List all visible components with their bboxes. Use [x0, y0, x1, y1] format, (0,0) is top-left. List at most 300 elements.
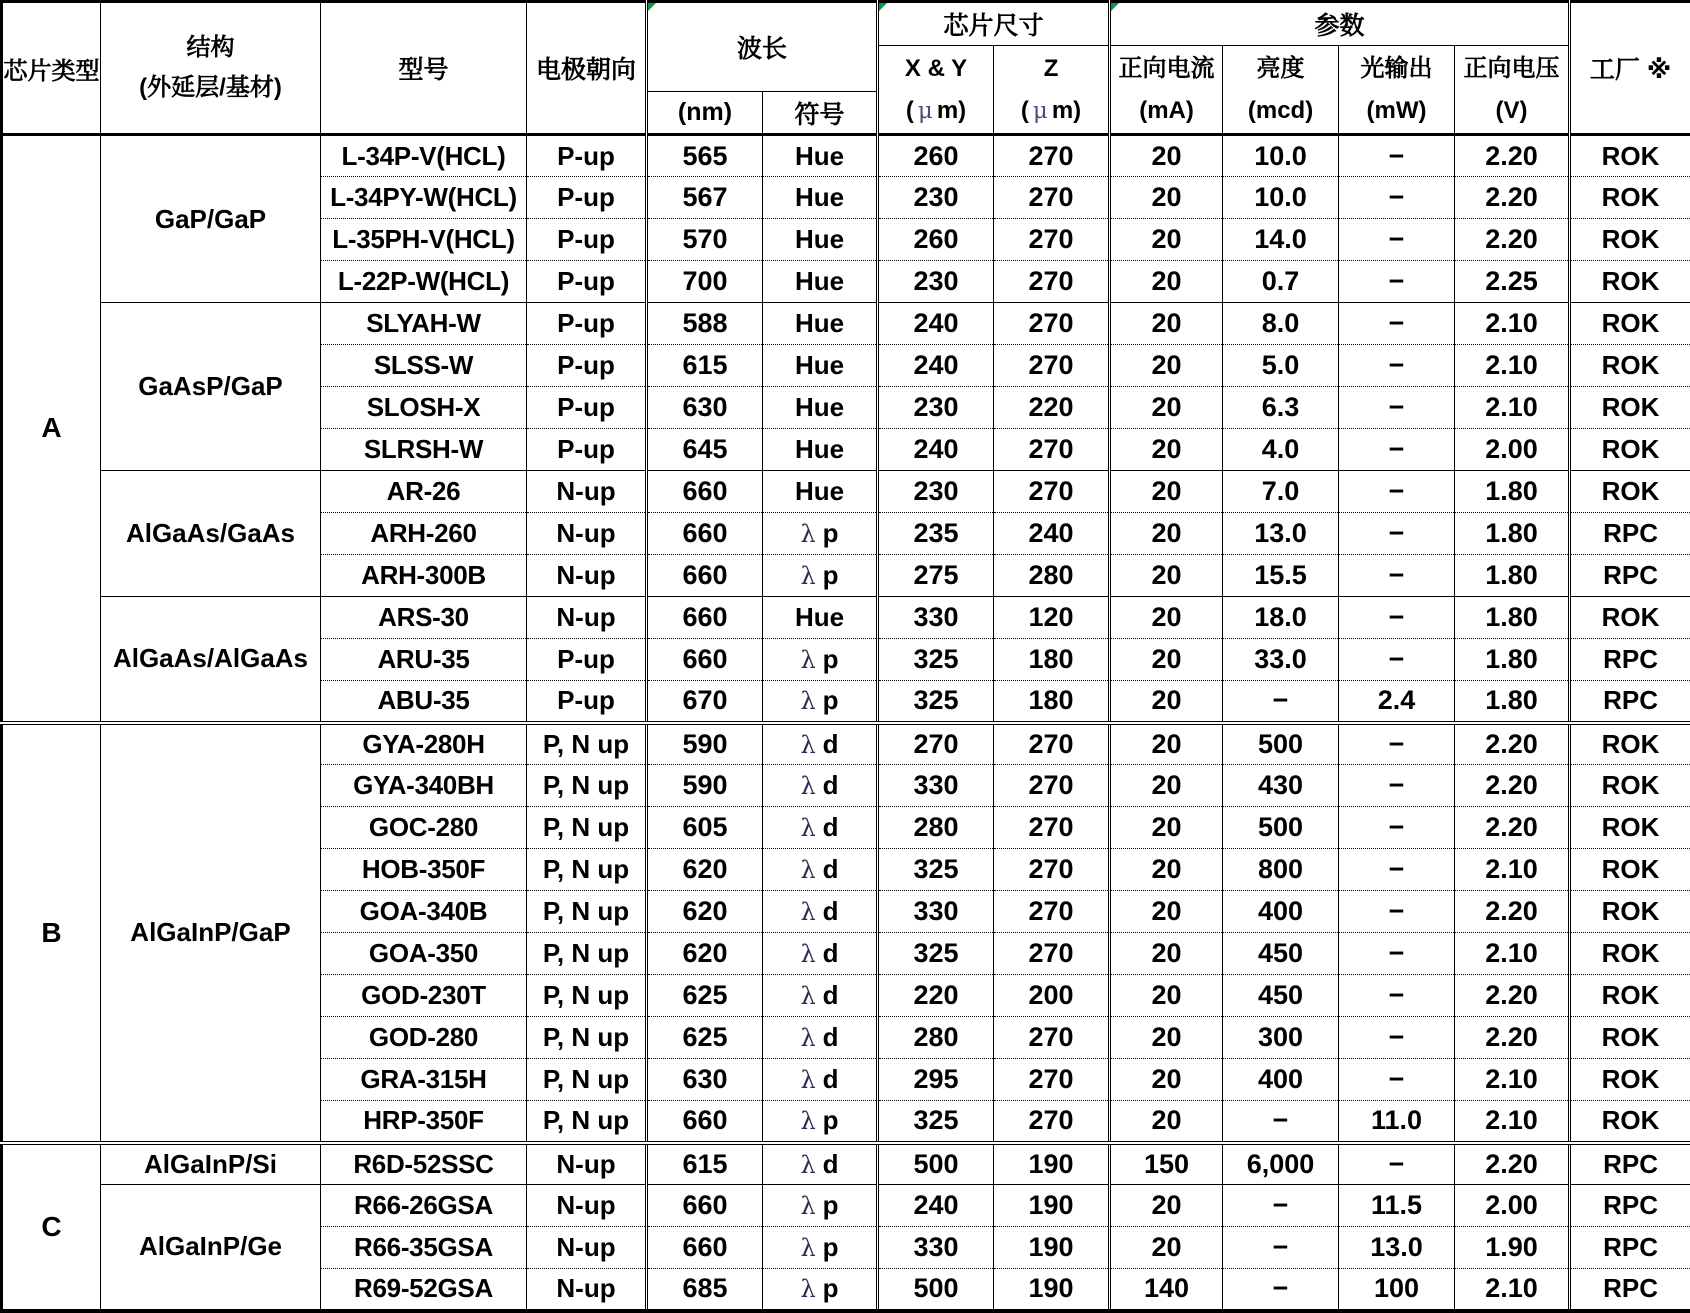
wavelength-cell: 590 [647, 765, 763, 807]
factory-cell: ROK [1570, 597, 1690, 639]
model-cell: SLRSH-W [321, 429, 527, 471]
light-output-cell: 13.0 [1339, 1227, 1455, 1269]
factory-cell: ROK [1570, 1017, 1690, 1059]
xy-cell: 240 [878, 1185, 994, 1227]
xy-cell: 260 [878, 135, 994, 177]
lambda-subscript: d [822, 854, 839, 884]
wavelength-cell: 567 [647, 177, 763, 219]
voltage-cell: 2.10 [1455, 1101, 1570, 1143]
light-output-cell: 100 [1339, 1269, 1455, 1311]
light-output-cell: − [1339, 723, 1455, 765]
factory-cell: RPC [1570, 681, 1690, 723]
light-output-cell: − [1339, 1143, 1455, 1185]
xy-cell: 235 [878, 513, 994, 555]
xy-cell: 230 [878, 261, 994, 303]
voltage-cell: 2.20 [1455, 219, 1570, 261]
brightness-cell: 6,000 [1223, 1143, 1339, 1185]
brightness-cell: 800 [1223, 849, 1339, 891]
electrode-cell: P-up [527, 639, 647, 681]
z-cell: 270 [994, 1059, 1110, 1101]
electrode-cell: P-up [527, 135, 647, 177]
xy-cell: 230 [878, 387, 994, 429]
xy-cell: 330 [878, 765, 994, 807]
current-cell: 20 [1110, 597, 1223, 639]
electrode-cell: P-up [527, 681, 647, 723]
factory-cell: ROK [1570, 219, 1690, 261]
z-cell: 270 [994, 1017, 1110, 1059]
electrode-cell: P, N up [527, 1017, 647, 1059]
model-cell: ARS-30 [321, 597, 527, 639]
lambda-subscript: d [822, 1148, 839, 1179]
symbol-cell [763, 639, 878, 681]
chip-type-cell: C [2, 1143, 101, 1311]
wavelength-cell: 660 [647, 1185, 763, 1227]
voltage-cell: 2.20 [1455, 975, 1570, 1017]
voltage-cell: 2.20 [1455, 723, 1570, 765]
lambda-symbol: λ [800, 1275, 816, 1304]
lambda-symbol: λ [800, 1066, 816, 1094]
wavelength-cell: 620 [647, 891, 763, 933]
symbol-cell: Hue [763, 261, 878, 303]
factory-cell: ROK [1570, 261, 1690, 303]
symbol-cell: Hue [763, 387, 878, 429]
structure-cell: GaAsP/GaP [101, 303, 321, 471]
model-cell: GYA-340BH [321, 765, 527, 807]
xy-cell: 275 [878, 555, 994, 597]
wavelength-cell: 590 [647, 723, 763, 765]
z-cell: 200 [994, 975, 1110, 1017]
lambda-subscript: d [822, 896, 839, 926]
current-cell: 20 [1110, 429, 1223, 471]
current-cell: 20 [1110, 723, 1223, 765]
table-row [2, 303, 1690, 345]
chip-type-header: 芯片类型 [2, 2, 101, 135]
structure-cell: AlGaInP/GaP [101, 723, 321, 1143]
model-cell: GOA-350 [321, 933, 527, 975]
factory-cell: RPC [1570, 1269, 1690, 1311]
z-header-label: Z [1043, 54, 1059, 82]
structure-header-line1: 结构 [186, 34, 235, 61]
lambda-symbol: λ [800, 1107, 816, 1136]
electrode-cell: P, N up [527, 933, 647, 975]
model-cell: ARU-35 [321, 639, 527, 681]
lambda-symbol: λ [800, 646, 816, 674]
factory-cell: ROK [1570, 849, 1690, 891]
brightness-cell: 500 [1223, 807, 1339, 849]
z-cell: 270 [994, 345, 1110, 387]
z-cell: 270 [994, 303, 1110, 345]
light-output-cell: − [1339, 177, 1455, 219]
brightness-cell: 450 [1223, 975, 1339, 1017]
brightness-cell: 0.7 [1223, 261, 1339, 303]
brightness-cell: − [1223, 1269, 1339, 1311]
factory-cell: RPC [1570, 1143, 1690, 1185]
header-row-1 [2, 2, 1690, 46]
lambda-subscript: p [822, 1190, 839, 1220]
voltage-cell: 1.80 [1455, 681, 1570, 723]
symbol-cell: Hue [763, 303, 878, 345]
electrode-cell: N-up [527, 471, 647, 513]
light-output-cell: − [1339, 639, 1455, 681]
brightness-cell: 33.0 [1223, 639, 1339, 681]
light-output-cell: − [1339, 429, 1455, 471]
z-cell: 190 [994, 1185, 1110, 1227]
electrode-cell: P-up [527, 429, 647, 471]
factory-cell: RPC [1570, 639, 1690, 681]
structure-cell: AlGaInP/Si [101, 1143, 321, 1185]
z-cell: 180 [994, 681, 1110, 723]
z-cell: 270 [994, 849, 1110, 891]
symbol-cell: Hue [763, 471, 878, 513]
forward-current-header: 正向电流 (mA) [1110, 46, 1223, 135]
symbol-cell [763, 975, 878, 1017]
xy-cell: 325 [878, 639, 994, 681]
wavelength-cell: 660 [647, 597, 763, 639]
brightness-cell: 430 [1223, 765, 1339, 807]
lambda-subscript: d [822, 980, 839, 1010]
light-output-cell: 11.0 [1339, 1101, 1455, 1143]
symbol-cell [763, 1101, 878, 1143]
xy-cell: 330 [878, 597, 994, 639]
voltage-cell: 1.80 [1455, 639, 1570, 681]
brightness-cell: 15.5 [1223, 555, 1339, 597]
model-cell: R66-26GSA [321, 1185, 527, 1227]
brightness-cell: 400 [1223, 891, 1339, 933]
electrode-cell: P, N up [527, 723, 647, 765]
wavelength-cell: 670 [647, 681, 763, 723]
lambda-subscript: p [822, 1105, 839, 1136]
wavelength-header: 波长 [647, 2, 878, 92]
model-header: 型号 [321, 2, 527, 135]
z-header [994, 46, 1110, 135]
voltage-cell: 2.20 [1455, 177, 1570, 219]
electrode-cell: P, N up [527, 1101, 647, 1143]
model-cell: ARH-260 [321, 513, 527, 555]
lambda-symbol: λ [800, 520, 816, 548]
voltage-cell: 1.80 [1455, 597, 1570, 639]
model-cell: GOD-280 [321, 1017, 527, 1059]
wavelength-cell: 660 [647, 471, 763, 513]
electrode-cell: P-up [527, 177, 647, 219]
light-output-cell: − [1339, 891, 1455, 933]
symbol-cell [763, 723, 878, 765]
table-row [2, 135, 1690, 177]
voltage-cell: 2.10 [1455, 303, 1570, 345]
voltage-cell: 2.20 [1455, 1143, 1570, 1185]
chip-type-cell: B [2, 723, 101, 1143]
xy-cell: 230 [878, 471, 994, 513]
current-cell: 20 [1110, 975, 1223, 1017]
symbol-cell: Hue [763, 219, 878, 261]
symbol-cell [763, 1185, 878, 1227]
mu-symbol: μ [917, 97, 933, 124]
factory-cell: ROK [1570, 429, 1690, 471]
lambda-symbol: λ [800, 1150, 816, 1179]
voltage-cell: 2.10 [1455, 849, 1570, 891]
lambda-symbol: λ [800, 1192, 816, 1220]
factory-cell: RPC [1570, 555, 1690, 597]
factory-cell: ROK [1570, 765, 1690, 807]
symbol-cell [763, 1143, 878, 1185]
symbol-cell: Hue [763, 597, 878, 639]
model-cell: ARH-300B [321, 555, 527, 597]
symbol-cell [763, 1017, 878, 1059]
current-cell: 20 [1110, 219, 1223, 261]
light-output-cell: − [1339, 975, 1455, 1017]
xy-cell: 500 [878, 1269, 994, 1311]
electrode-cell: P, N up [527, 975, 647, 1017]
voltage-cell: 2.10 [1455, 387, 1570, 429]
model-cell: HRP-350F [321, 1101, 527, 1143]
light-output-cell: − [1339, 807, 1455, 849]
voltage-cell: 1.80 [1455, 513, 1570, 555]
xy-cell: 270 [878, 723, 994, 765]
brightness-cell: 500 [1223, 723, 1339, 765]
z-cell: 270 [994, 261, 1110, 303]
voltage-cell: 2.10 [1455, 1269, 1570, 1311]
xy-cell: 295 [878, 1059, 994, 1101]
z-cell: 120 [994, 597, 1110, 639]
brightness-cell: 450 [1223, 933, 1339, 975]
model-cell: L-22P-W(HCL) [321, 261, 527, 303]
brightness-cell: 13.0 [1223, 513, 1339, 555]
electrode-cell: N-up [527, 1143, 647, 1185]
brightness-cell: 4.0 [1223, 429, 1339, 471]
symbol-cell [763, 1269, 878, 1311]
wavelength-cell: 685 [647, 1269, 763, 1311]
brightness-cell: 18.0 [1223, 597, 1339, 639]
brightness-cell: 400 [1223, 1059, 1339, 1101]
current-cell: 20 [1110, 261, 1223, 303]
z-cell: 270 [994, 933, 1110, 975]
xy-cell: 280 [878, 1017, 994, 1059]
symbol-cell [763, 933, 878, 975]
electrode-cell: P-up [527, 261, 647, 303]
brightness-cell: 300 [1223, 1017, 1339, 1059]
model-cell: L-35PH-V(HCL) [321, 219, 527, 261]
xy-cell: 260 [878, 219, 994, 261]
lambda-subscript: p [822, 1273, 839, 1304]
light-output-cell: − [1339, 597, 1455, 639]
brightness-cell: 6.3 [1223, 387, 1339, 429]
electrode-cell: P-up [527, 387, 647, 429]
electrode-cell: P-up [527, 303, 647, 345]
wavelength-cell: 645 [647, 429, 763, 471]
wavelength-cell: 625 [647, 1017, 763, 1059]
lambda-subscript: p [822, 560, 839, 590]
symbol-cell [763, 891, 878, 933]
model-cell: R66-35GSA [321, 1227, 527, 1269]
current-cell: 20 [1110, 387, 1223, 429]
symbol-cell [763, 849, 878, 891]
z-cell: 190 [994, 1227, 1110, 1269]
xy-cell: 325 [878, 933, 994, 975]
symbol-cell: Hue [763, 429, 878, 471]
model-cell: HOB-350F [321, 849, 527, 891]
z-cell: 270 [994, 807, 1110, 849]
light-output-cell: − [1339, 849, 1455, 891]
wavelength-cell: 630 [647, 1059, 763, 1101]
model-cell: AR-26 [321, 471, 527, 513]
factory-cell: ROK [1570, 975, 1690, 1017]
current-cell: 20 [1110, 135, 1223, 177]
factory-cell: ROK [1570, 1059, 1690, 1101]
model-cell: GYA-280H [321, 723, 527, 765]
electrode-cell: N-up [527, 1185, 647, 1227]
z-cell: 270 [994, 1101, 1110, 1143]
electrode-cell: N-up [527, 1227, 647, 1269]
symbol-cell: Hue [763, 135, 878, 177]
current-cell: 20 [1110, 471, 1223, 513]
factory-cell: ROK [1570, 303, 1690, 345]
voltage-cell: 1.90 [1455, 1227, 1570, 1269]
xy-cell: 220 [878, 975, 994, 1017]
brightness-cell: − [1223, 1227, 1339, 1269]
current-cell: 20 [1110, 681, 1223, 723]
wavelength-cell: 615 [647, 1143, 763, 1185]
wavelength-cell: 660 [647, 1101, 763, 1143]
light-output-cell: − [1339, 303, 1455, 345]
model-cell: GOA-340B [321, 891, 527, 933]
light-output-cell: − [1339, 555, 1455, 597]
factory-cell: ROK [1570, 933, 1690, 975]
xy-header-unit: ( μ m) [905, 96, 967, 124]
lambda-symbol: λ [800, 687, 816, 716]
voltage-cell: 1.80 [1455, 471, 1570, 513]
wavelength-cell: 620 [647, 849, 763, 891]
lambda-subscript: d [822, 1022, 839, 1052]
table-row [2, 723, 1690, 765]
params-header: 参数 [1110, 2, 1570, 46]
light-output-cell: − [1339, 1059, 1455, 1101]
z-cell: 270 [994, 177, 1110, 219]
lambda-symbol: λ [800, 898, 816, 926]
z-cell: 280 [994, 555, 1110, 597]
wavelength-symbol-header: 符号 [763, 92, 878, 135]
electrode-cell: P, N up [527, 765, 647, 807]
electrode-cell: N-up [527, 555, 647, 597]
model-cell: GOD-230T [321, 975, 527, 1017]
electrode-cell: N-up [527, 1269, 647, 1311]
structure-header-line2: (外延层/基材) [139, 74, 282, 101]
structure-cell: GaP/GaP [101, 135, 321, 303]
lambda-subscript: d [822, 770, 839, 800]
factory-cell: RPC [1570, 1185, 1690, 1227]
light-output-cell: − [1339, 261, 1455, 303]
voltage-cell: 2.00 [1455, 1185, 1570, 1227]
chip-type-cell: A [2, 135, 101, 723]
xy-cell: 325 [878, 1101, 994, 1143]
table-row [2, 597, 1690, 639]
factory-cell: RPC [1570, 1227, 1690, 1269]
light-output-cell: − [1339, 135, 1455, 177]
lambda-subscript: p [822, 644, 839, 674]
xy-header-label: X & Y [904, 54, 968, 82]
xy-cell: 330 [878, 1227, 994, 1269]
symbol-cell [763, 807, 878, 849]
current-cell: 20 [1110, 639, 1223, 681]
electrode-cell: N-up [527, 513, 647, 555]
electrode-cell: P, N up [527, 891, 647, 933]
factory-cell: ROK [1570, 345, 1690, 387]
table-body [2, 135, 1690, 1311]
lambda-subscript: p [822, 685, 839, 716]
lambda-subscript: d [822, 728, 839, 759]
current-cell: 20 [1110, 807, 1223, 849]
current-cell: 20 [1110, 1185, 1223, 1227]
brightness-cell: − [1223, 1185, 1339, 1227]
xy-cell: 330 [878, 891, 994, 933]
lambda-symbol: λ [800, 772, 816, 800]
z-cell: 270 [994, 471, 1110, 513]
light-output-cell: 11.5 [1339, 1185, 1455, 1227]
wavelength-cell: 700 [647, 261, 763, 303]
brightness-cell: 7.0 [1223, 471, 1339, 513]
factory-cell: ROK [1570, 723, 1690, 765]
z-cell: 270 [994, 135, 1110, 177]
z-cell: 240 [994, 513, 1110, 555]
xy-cell: 500 [878, 1143, 994, 1185]
brightness-cell: 14.0 [1223, 219, 1339, 261]
wavelength-cell: 625 [647, 975, 763, 1017]
current-cell: 20 [1110, 555, 1223, 597]
table-row [2, 1143, 1690, 1185]
xy-cell: 240 [878, 303, 994, 345]
current-cell: 20 [1110, 513, 1223, 555]
wavelength-cell: 620 [647, 933, 763, 975]
symbol-cell [763, 1227, 878, 1269]
lambda-subscript: d [822, 812, 839, 842]
lambda-symbol: λ [800, 814, 816, 842]
model-cell: SLOSH-X [321, 387, 527, 429]
wavelength-cell: 660 [647, 555, 763, 597]
light-output-cell: − [1339, 219, 1455, 261]
electrode-cell: P, N up [527, 1059, 647, 1101]
xy-cell: 325 [878, 681, 994, 723]
brightness-header: 亮度 (mcd) [1223, 46, 1339, 135]
model-cell: ABU-35 [321, 681, 527, 723]
xy-cell: 240 [878, 429, 994, 471]
symbol-cell [763, 681, 878, 723]
z-header-unit: ( μ m) [1020, 96, 1082, 124]
wavelength-cell: 660 [647, 513, 763, 555]
voltage-cell: 2.20 [1455, 807, 1570, 849]
light-output-cell: 2.4 [1339, 681, 1455, 723]
model-cell: R6D-52SSC [321, 1143, 527, 1185]
brightness-cell: 10.0 [1223, 135, 1339, 177]
xy-cell: 240 [878, 345, 994, 387]
voltage-cell: 2.20 [1455, 1017, 1570, 1059]
voltage-cell: 2.20 [1455, 135, 1570, 177]
lambda-symbol: λ [800, 1234, 816, 1262]
structure-cell: AlGaAs/GaAs [101, 471, 321, 597]
lambda-subscript: d [822, 1064, 839, 1094]
lambda-subscript: p [822, 1232, 839, 1262]
model-cell: SLSS-W [321, 345, 527, 387]
wavelength-nm-header: (nm) [647, 92, 763, 135]
symbol-cell [763, 1059, 878, 1101]
voltage-cell: 2.00 [1455, 429, 1570, 471]
factory-cell: ROK [1570, 807, 1690, 849]
wavelength-cell: 615 [647, 345, 763, 387]
lambda-subscript: d [822, 938, 839, 968]
lambda-symbol: λ [800, 940, 816, 968]
factory-cell: ROK [1570, 387, 1690, 429]
current-cell: 20 [1110, 849, 1223, 891]
symbol-cell: Hue [763, 177, 878, 219]
structure-header [101, 2, 321, 135]
electrode-header: 电极朝向 [527, 2, 647, 135]
